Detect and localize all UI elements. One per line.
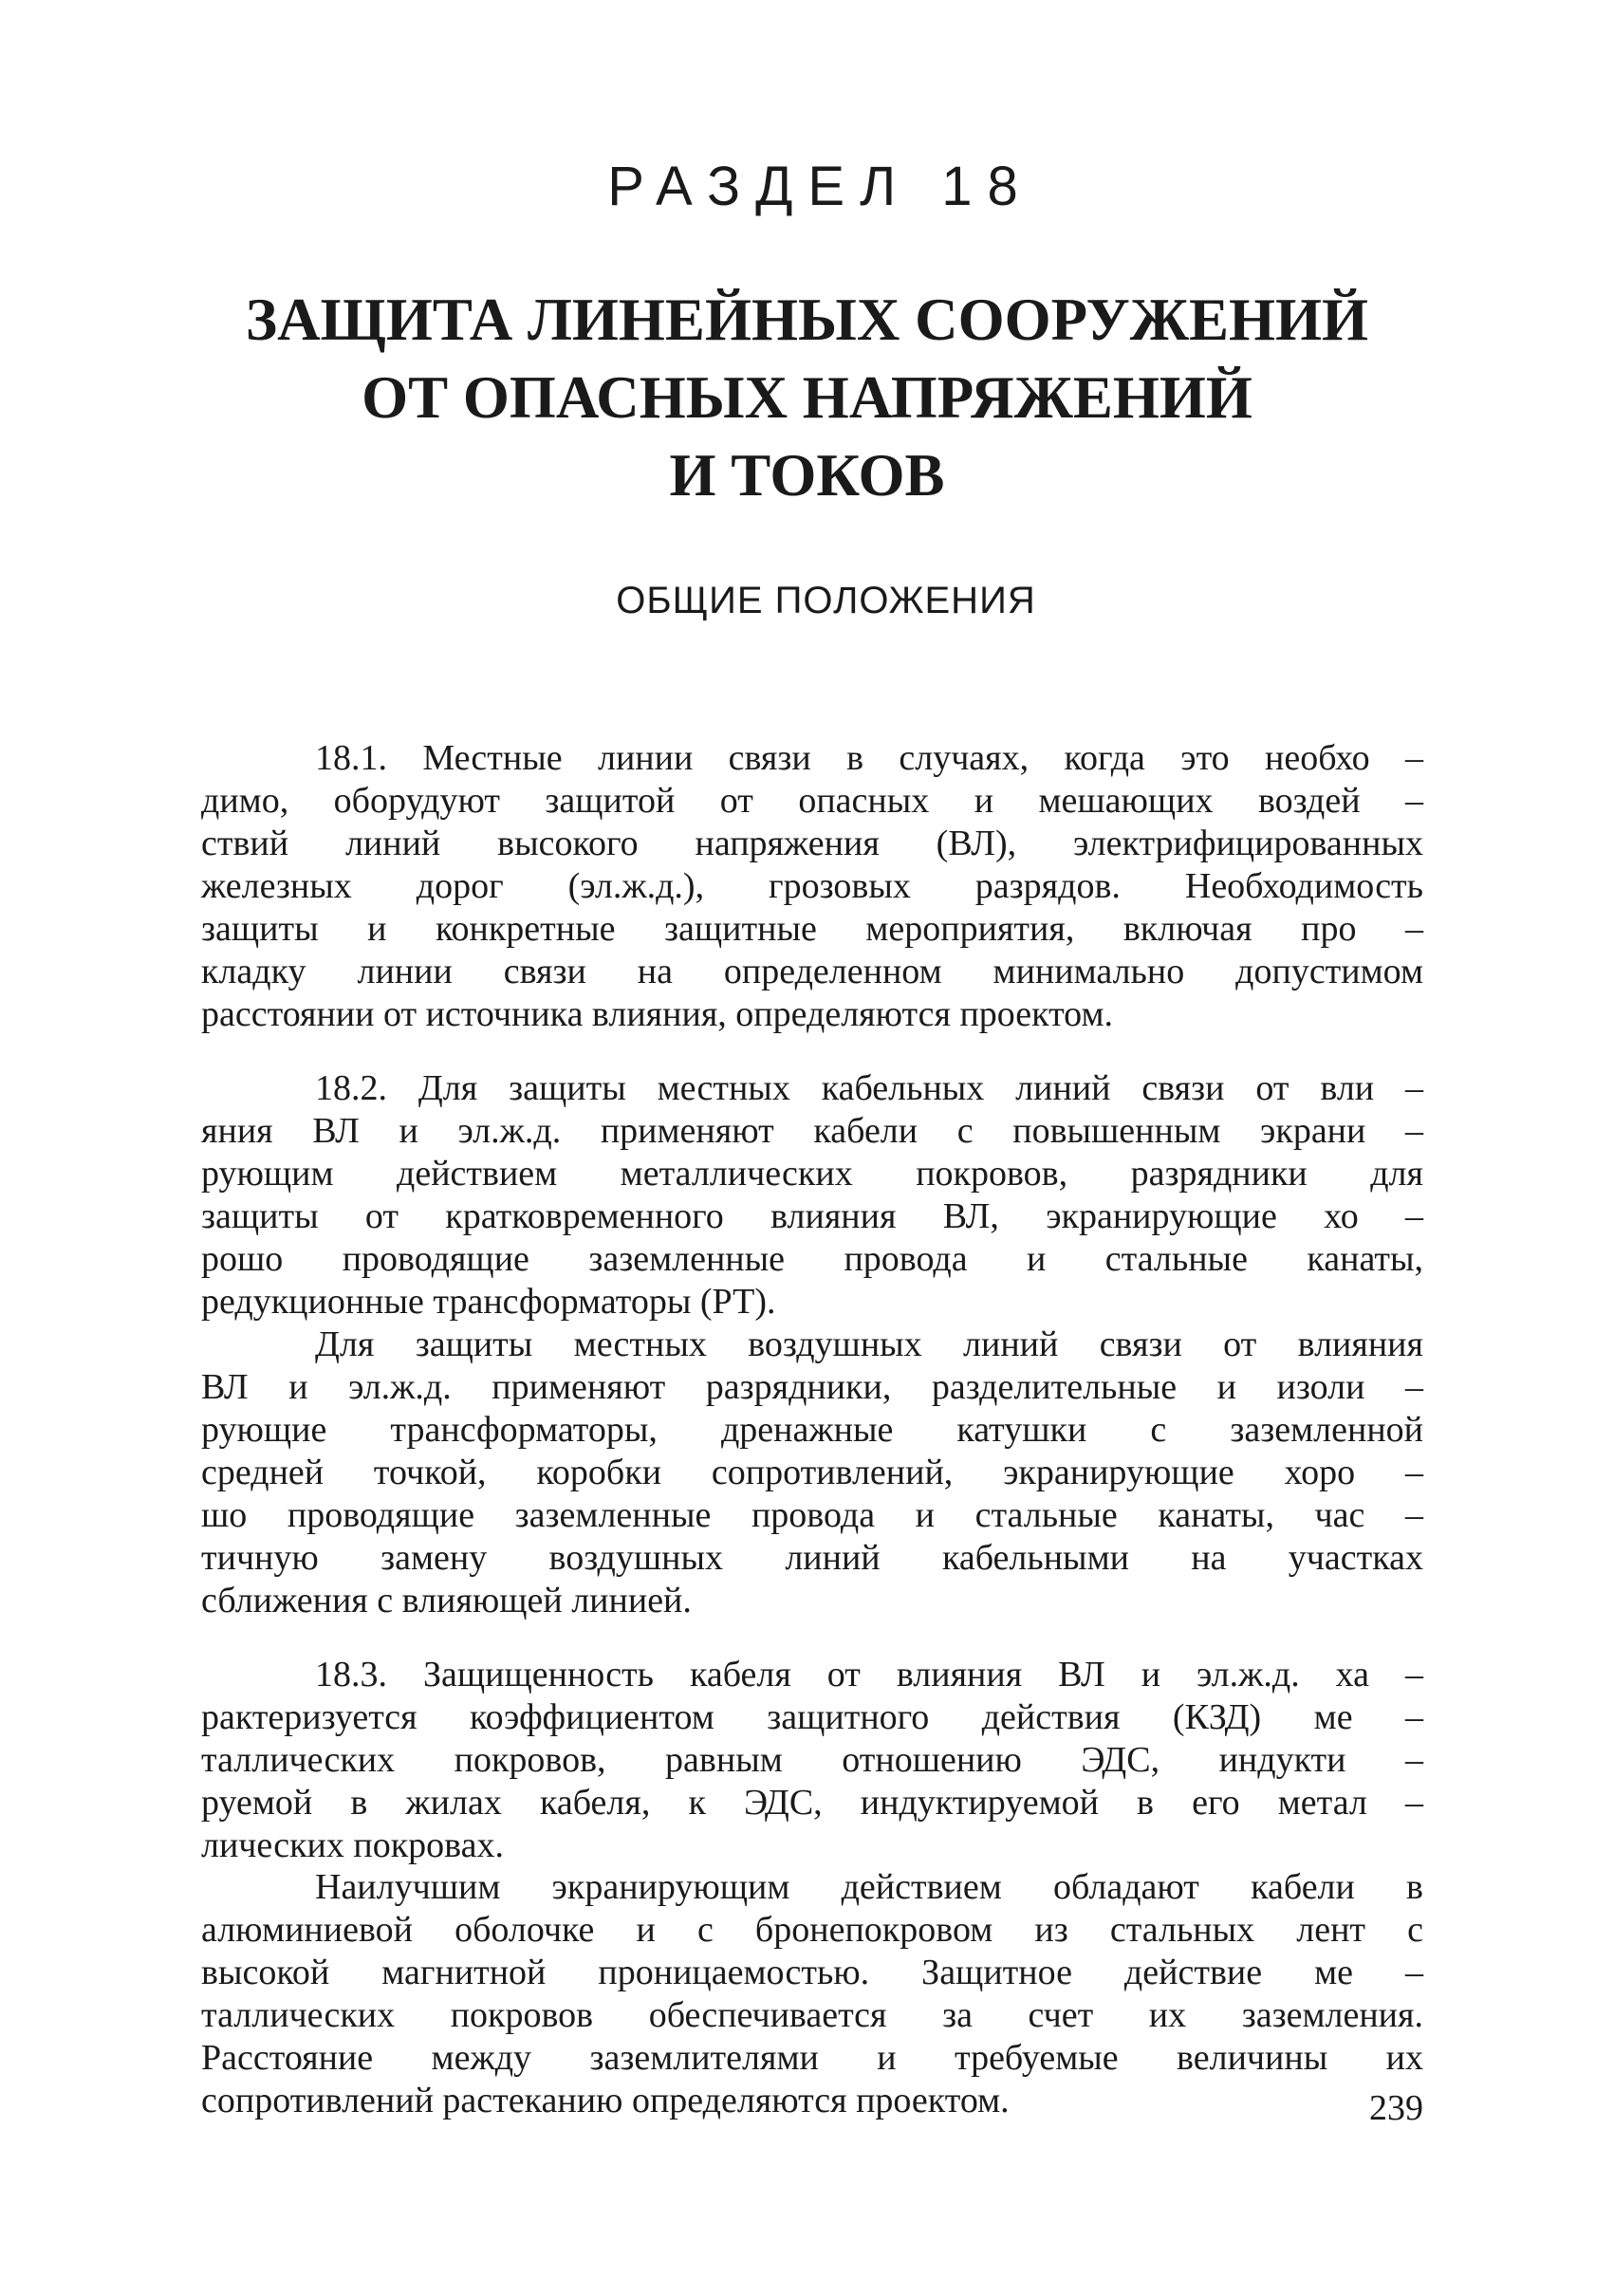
paragraph-18-3-continued bbox=[201, 1866, 1423, 2122]
text-line: защиты от кратковременного влияния ВЛ, экранирующие хо – bbox=[201, 1196, 1423, 1236]
text-line: редукционные трансформаторы (РТ). bbox=[201, 1282, 776, 1322]
text-line: таллических покровов, равным отношению ЭДС, индукти – bbox=[201, 1740, 1423, 1780]
text-line: Наилучшим экранирующим действием обладают кабели в bbox=[315, 1867, 1423, 1907]
text-line: яния ВЛ и эл.ж.д. применяют кабели с повышенным экрани – bbox=[201, 1111, 1423, 1151]
text-line: руемой в жилах кабеля, к ЭДС, индуктируемой в его метал – bbox=[201, 1783, 1423, 1823]
chapter-title-line: ОТ ОПАСНЫХ НАПРЯЖЕНИЙ bbox=[362, 364, 1252, 431]
chapter-title-line: ЗАЩИТА ЛИНЕЙНЫХ СООРУЖЕНИЙ bbox=[245, 287, 1369, 353]
text-line: алюминиевой оболочке и с бронепокровом из стальных лент с bbox=[201, 1910, 1423, 1950]
section-label: РАЗДЕЛ 18 bbox=[607, 156, 1033, 217]
text-line: лических покровах. bbox=[201, 1825, 504, 1865]
text-line: рошо проводящие заземленные провода и стальные канаты, bbox=[201, 1239, 1423, 1279]
text-line: рующие трансформаторы, дренажные катушки с заземленной bbox=[201, 1410, 1423, 1450]
text-line: сближения с влияющей линией. bbox=[201, 1581, 692, 1620]
chapter-title-line: И ТОКОВ bbox=[669, 442, 945, 509]
paragraph-18-2 bbox=[201, 1067, 1423, 1324]
text-line: димо, оборудуют защитой от опасных и мешающих воздей – bbox=[201, 781, 1423, 821]
text-line: высокой магнитной проницаемостью. Защитное действие ме – bbox=[201, 1953, 1423, 1992]
text-line: Расстояние между заземлителями и требуемые величины их bbox=[201, 2038, 1423, 2078]
text-line: железных дорог (эл.ж.д.), грозовых разрядов. Необходимость bbox=[201, 866, 1423, 906]
text-line: шо проводящие заземленные провода и стальные канаты, час – bbox=[201, 1495, 1423, 1535]
text-line: ВЛ и эл.ж.д. применяют разрядники, разделительные и изоли – bbox=[201, 1367, 1423, 1407]
text-line: тичную замену воздушных линий кабельными на участках bbox=[201, 1538, 1423, 1578]
text-line: ствий линий высокого напряжения (ВЛ), электрифицированных bbox=[201, 824, 1423, 863]
page-number: 239 bbox=[1369, 2088, 1423, 2128]
text-line: расстоянии от источника влияния, определяются проектом. bbox=[201, 994, 1114, 1034]
text-line: сопротивлений растеканию определяются проектом. bbox=[201, 2081, 1010, 2120]
paragraph-18-1 bbox=[201, 737, 1423, 1036]
text-line: таллических покровов обеспечивается за счет их заземления. bbox=[201, 1995, 1423, 2035]
text-line: 18.2. Для защиты местных кабельных линий связи от вли – bbox=[315, 1068, 1423, 1108]
chapter-title bbox=[0, 281, 1614, 514]
paragraph-18-3 bbox=[201, 1654, 1423, 1867]
subsection-title: ОБЩИЕ ПОЛОЖЕНИЯ bbox=[616, 580, 1036, 621]
paragraph-18-2-continued bbox=[201, 1324, 1423, 1622]
text-line: средней точкой, коробки сопротивлений, экранирующие хоро – bbox=[201, 1453, 1423, 1492]
text-line: рующим действием металлических покровов, разрядники для bbox=[201, 1154, 1423, 1194]
text-line: 18.1. Местные линии связи в случаях, когда это необхо – bbox=[315, 738, 1423, 778]
text-line: кладку линии связи на определенном минимально допустимом bbox=[201, 952, 1423, 991]
text-line: 18.3. Защищенность кабеля от влияния ВЛ и эл.ж.д. ха – bbox=[315, 1655, 1423, 1694]
text-line: рактеризуется коэффициентом защитного действия (КЗД) ме – bbox=[201, 1697, 1423, 1737]
text-line: Для защиты местных воздушных линий связи от влияния bbox=[315, 1324, 1423, 1364]
text-line: защиты и конкретные защитные мероприятия, включая про – bbox=[201, 909, 1423, 949]
